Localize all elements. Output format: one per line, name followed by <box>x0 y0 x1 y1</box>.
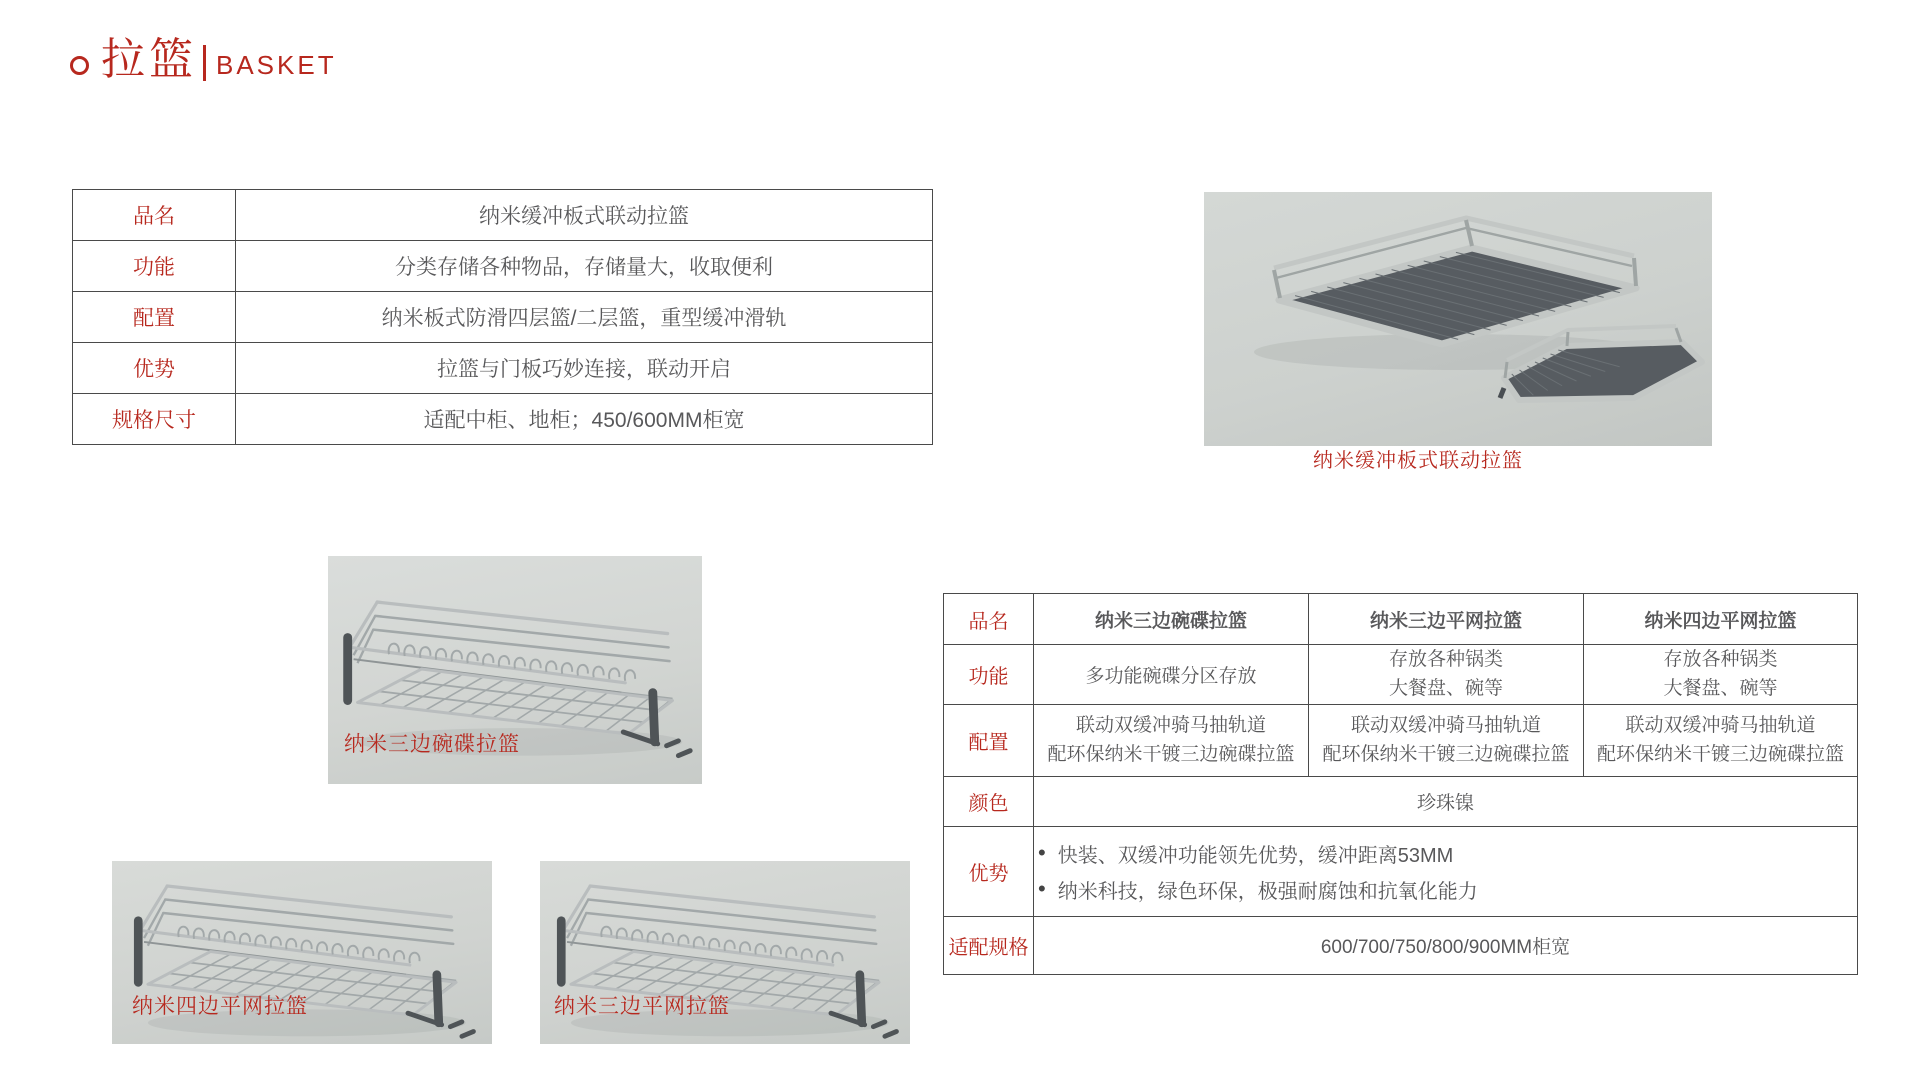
row-value <box>1034 826 1858 916</box>
bullet-icon: • <box>1038 876 1046 902</box>
cell-line: 联动双缓冲骑马抽轨道 <box>1350 714 1541 736</box>
cell-line: 配环保纳米干镀三边碗碟拉篮 <box>1596 744 1844 766</box>
product-image-linkage-basket <box>1204 192 1712 446</box>
table-row <box>73 292 933 343</box>
row-value <box>1309 704 1584 776</box>
row-label: 配置 <box>944 704 1034 776</box>
cell-line: 配环保纳米干镀三边碗碟拉篮 <box>1322 744 1570 766</box>
row-value: 拉篮与门板巧妙连接，联动开启 <box>236 343 933 394</box>
cell-line: 大餐盘、碗等 <box>1388 678 1503 700</box>
row-label: 优势 <box>73 343 236 394</box>
product-image-four-side-basket <box>112 861 492 1044</box>
page-title-zh: 拉篮 <box>101 35 197 84</box>
row-value: 600/700/750/800/900MM柜宽 <box>1034 916 1858 974</box>
table-row <box>73 394 933 445</box>
column-header: 纳米四边平网拉篮 <box>1584 594 1858 645</box>
row-value <box>1034 704 1309 776</box>
cell-line: 联动双缓冲骑马抽轨道 <box>1625 714 1816 736</box>
row-label: 颜色 <box>944 776 1034 826</box>
basket-comparison-table <box>943 593 1858 975</box>
row-label: 功能 <box>944 645 1034 705</box>
bullet-text: 快装、双缓冲功能领先优势，缓冲距离53MM <box>1057 844 1454 867</box>
table-row <box>944 916 1858 974</box>
cell-line: 联动双缓冲骑马抽轨道 <box>1075 714 1266 736</box>
product-image-three-side-basket <box>540 861 910 1044</box>
row-value <box>1584 704 1858 776</box>
table-row <box>944 776 1858 826</box>
cell-line: 存放各种锅类 <box>1663 649 1778 670</box>
row-value <box>1309 645 1584 705</box>
bullet-icon: • <box>1038 840 1046 866</box>
row-value: 分类存储各种物品，存储量大，收取便利 <box>236 241 933 292</box>
row-value: 纳米板式防滑四层篮/二层篮，重型缓冲滑轨 <box>236 292 933 343</box>
page-title-en: BASKET <box>216 49 337 80</box>
table-row <box>944 704 1858 776</box>
table-row <box>73 343 933 394</box>
cell-line: 存放各种锅类 <box>1388 649 1503 670</box>
table-row <box>73 190 933 241</box>
row-label: 适配规格 <box>944 916 1034 974</box>
row-value: 适配中柜、地柜；450/600MM柜宽 <box>236 394 933 445</box>
column-header: 纳米三边平网拉篮 <box>1309 594 1584 645</box>
cell-line: 配环保纳米干镀三边碗碟拉篮 <box>1047 744 1295 766</box>
tray-basket-illustration <box>1204 192 1712 446</box>
table-row <box>73 241 933 292</box>
table-row <box>944 826 1858 916</box>
product-caption-bowl-dish: 纳米三边碗碟拉篮 <box>344 733 520 756</box>
row-label: 优势 <box>944 826 1034 916</box>
product-caption-four-side: 纳米四边平网拉篮 <box>132 995 308 1018</box>
product-image-bowl-dish-basket <box>328 556 702 784</box>
linkage-basket-spec-table <box>72 189 933 445</box>
bullet-text: 纳米科技，绿色环保，极强耐腐蚀和抗氧化能力 <box>1057 880 1478 903</box>
circle-bullet-icon <box>70 56 89 75</box>
page-title <box>70 35 337 84</box>
row-label: 规格尺寸 <box>73 394 236 445</box>
row-value: 纳米缓冲板式联动拉篮 <box>236 190 933 241</box>
row-label: 品名 <box>73 190 236 241</box>
title-divider <box>203 45 206 81</box>
table-row <box>944 594 1858 645</box>
row-value: 多功能碗碟分区存放 <box>1034 645 1309 705</box>
row-label: 功能 <box>73 241 236 292</box>
column-header: 纳米三边碗碟拉篮 <box>1034 594 1309 645</box>
row-value <box>1584 645 1858 705</box>
row-value: 珍珠镍 <box>1034 776 1858 826</box>
row-label: 品名 <box>944 594 1034 645</box>
advantage-bullet <box>1038 875 1853 904</box>
product-caption-linkage: 纳米缓冲板式联动拉篮 <box>1313 450 1523 472</box>
cell-line: 大餐盘、碗等 <box>1663 678 1778 700</box>
row-label: 配置 <box>73 292 236 343</box>
table-row <box>944 645 1858 705</box>
product-caption-three-side: 纳米三边平网拉篮 <box>554 995 730 1018</box>
advantage-bullet <box>1038 839 1853 868</box>
